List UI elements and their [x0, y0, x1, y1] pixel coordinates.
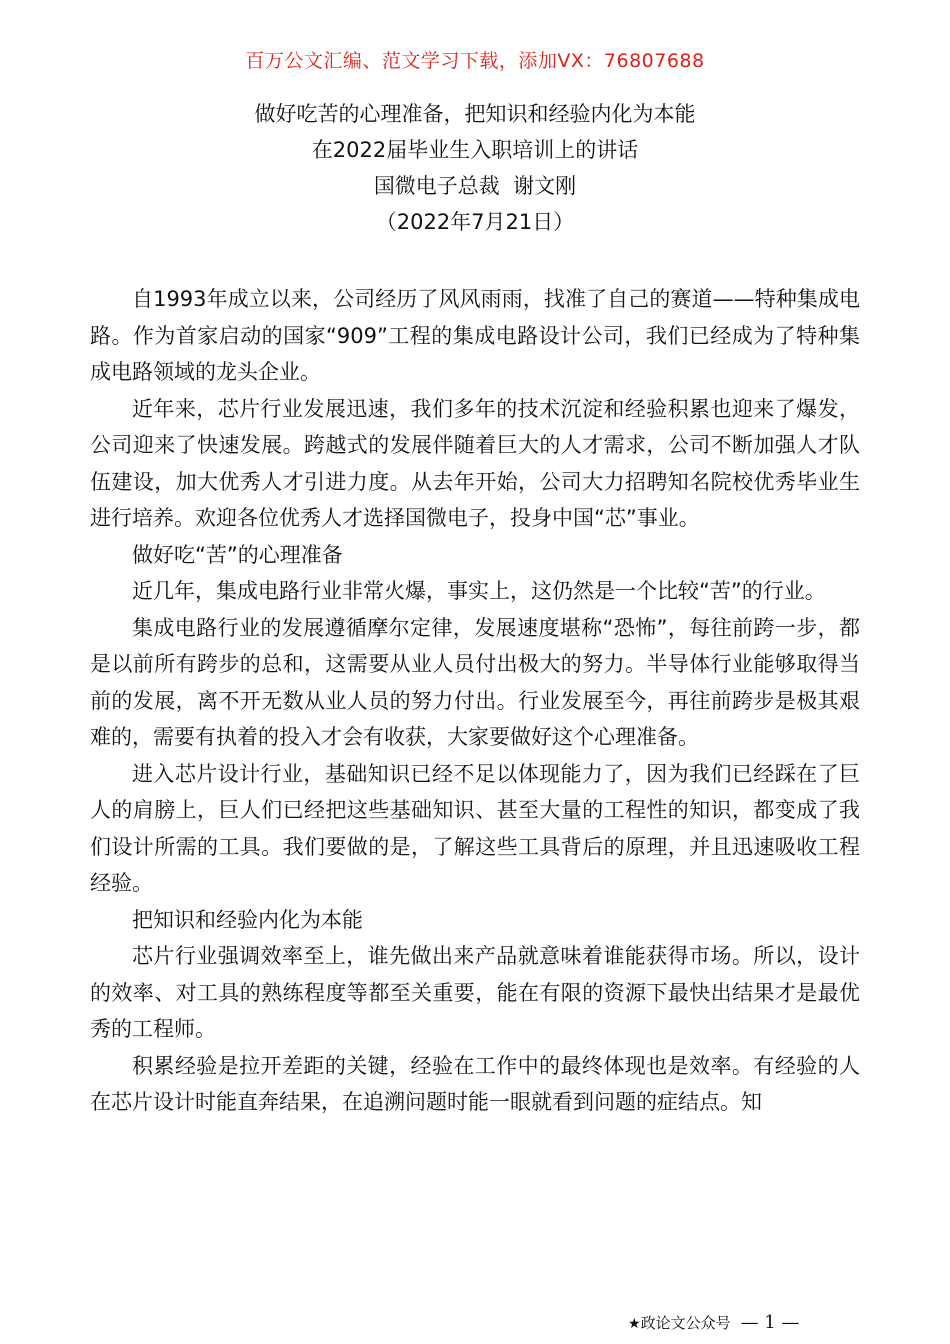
- header-note: 百万公文汇编、范文学习下载，添加VX：76807688: [245, 50, 705, 72]
- document-body: [90, 281, 860, 1121]
- page-number: — 1 —: [740, 1312, 800, 1333]
- title-block: [0, 96, 950, 240]
- paragraph: 集成电路行业的发展遵循摩尔定律，发展速度堪称“恐怖”，每往前跨一步，都是以前所有跨步的总和，这需要从业人员付出极大的努力。半导体行业能够取得当前的发展，离不开无数从业人员的努力付出。行业发展至今，再往前跨步是极其艰难的，需要有执着的投入才会有收获，大家要做好这个心理准备。: [90, 615, 860, 749]
- paragraph: 进入芯片设计行业，基础知识已经不足以体现能力了，因为我们已经踩在了巨人的肩膀上，巨人们已经把这些基础知识、甚至大量的工程性的知识，都变成了我们设计所需的工具。我们要做的是，了解这些工具背后的原理，并且迅速吸收工程经验。: [90, 761, 860, 895]
- section-heading: 做好吃“苦”的心理准备: [132, 542, 343, 567]
- document-subtitle: 在2022届毕业生入职培训上的讲话: [311, 138, 639, 162]
- document-title: 做好吃苦的心理准备，把知识和经验内化为本能: [254, 102, 696, 126]
- speaker-line: 国微电子总裁 谢文刚: [373, 174, 577, 198]
- section-heading: 把知识和经验内化为本能: [132, 907, 363, 932]
- star-icon: ★: [628, 1316, 641, 1332]
- speech-date: （2022年7月21日）: [375, 210, 575, 234]
- paragraph: 近年来，芯片行业发展迅速，我们多年的技术沉淀和经验积累也迎来了爆发，公司迎来了快速发展。跨越式的发展伴随着巨大的人才需求，公司不断加强人才队伍建设，加大优秀人才引进力度。从去年开始，公司大力招聘知名院校优秀毕业生进行培养。欢迎各位优秀人才选择国微电子，投身中国“芯”事业。: [90, 396, 860, 530]
- paragraph: 积累经验是拉开差距的关键，经验在工作中的最终体现也是效率。有经验的人在芯片设计时能直奔结果，在追溯问题时能一眼就看到问题的症结点。知: [90, 1053, 860, 1114]
- page-footer: [628, 1312, 799, 1333]
- paragraph: 芯片行业强调效率至上，谁先做出来产品就意味着谁能获得市场。所以，设计的效率、对工具的熟练程度等都至关重要，能在有限的资源下最快出结果才是最优秀的工程师。: [90, 944, 860, 1041]
- paragraph: 自1993年成立以来，公司经历了风风雨雨，找准了自己的赛道——特种集成电路。作为首家启动的国家“909”工程的集成电路设计公司，我们已经成为了特种集成电路领域的龙头企业。: [90, 287, 860, 384]
- footer-source: 政论文公众号: [640, 1314, 731, 1332]
- paragraph: 近几年，集成电路行业非常火爆，事实上，这仍然是一个比较“苦”的行业。: [132, 579, 826, 603]
